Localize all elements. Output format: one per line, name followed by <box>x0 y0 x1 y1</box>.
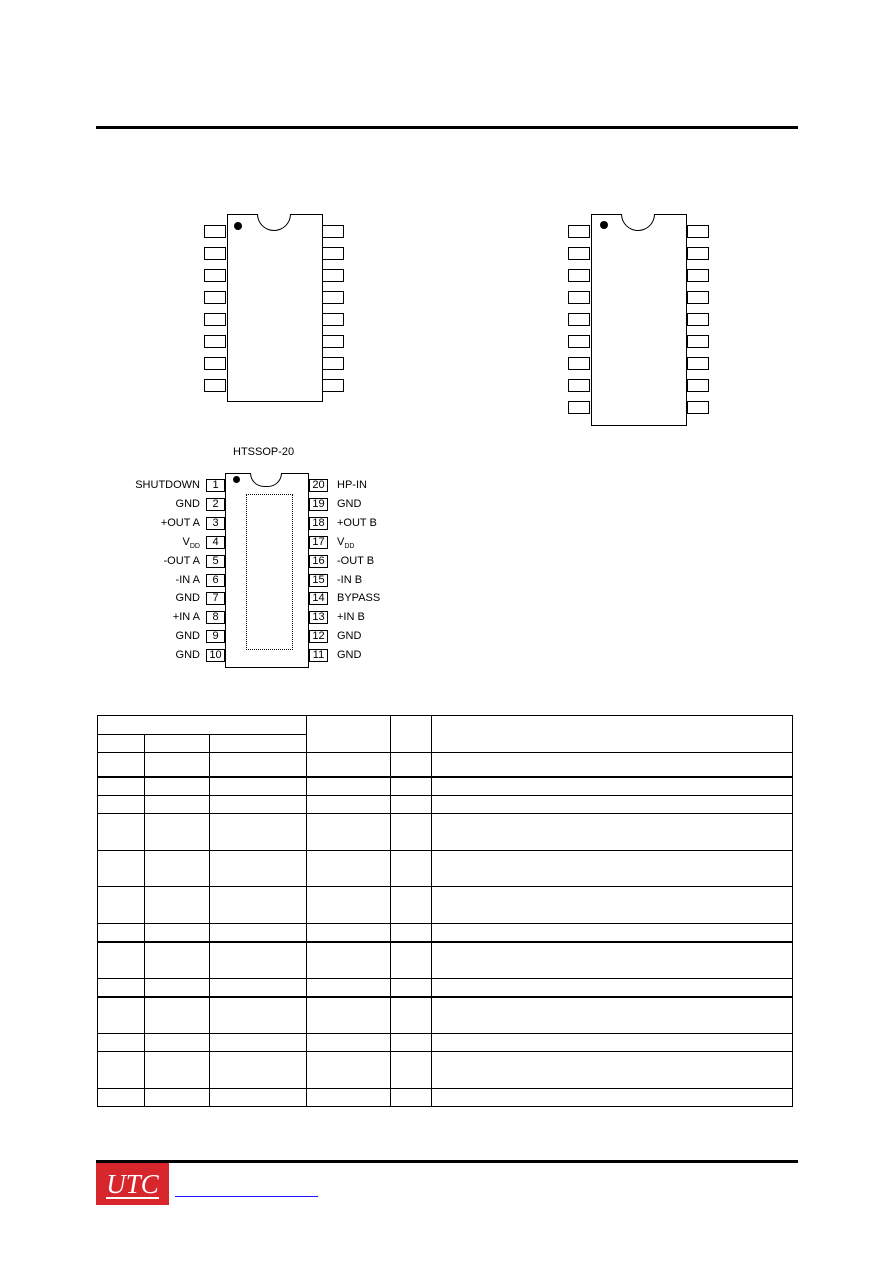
package-pin <box>204 357 226 370</box>
pin-label: BYPASS <box>337 592 381 604</box>
table-cell <box>145 814 210 851</box>
package-pin <box>204 379 226 392</box>
pin-number: 2 <box>206 498 225 511</box>
pin-label: -OUT A <box>163 555 200 567</box>
header-cell <box>432 716 793 753</box>
table-cell <box>145 924 210 942</box>
pin-label: $V_{DD}$ <box>337 536 355 551</box>
footer-rule <box>96 1160 798 1163</box>
table-cell <box>210 997 307 1034</box>
table-cell <box>391 753 432 777</box>
table-cell <box>98 1089 145 1107</box>
package-pin <box>568 357 590 370</box>
table-cell <box>210 1034 307 1052</box>
package-pin <box>322 357 344 370</box>
chip-body <box>591 214 687 426</box>
table-cell <box>210 777 307 796</box>
table-cell <box>98 887 145 924</box>
table-cell <box>98 851 145 887</box>
pin-number: 13 <box>309 611 328 624</box>
table-cell <box>391 1034 432 1052</box>
package-pin <box>568 247 590 260</box>
table-cell <box>210 851 307 887</box>
package-pin <box>322 225 344 238</box>
table-cell <box>210 814 307 851</box>
package-pin <box>687 225 709 238</box>
header-cell <box>210 735 307 753</box>
table-cell <box>210 924 307 942</box>
table-cell <box>98 1052 145 1089</box>
table-cell <box>145 1052 210 1089</box>
pin-label: GND <box>337 649 362 661</box>
table-cell <box>210 942 307 979</box>
table-cell <box>145 887 210 924</box>
package-name: HTSSOP-20 <box>233 446 295 458</box>
pin-number: 12 <box>309 630 328 643</box>
package-pin <box>568 225 590 238</box>
table-cell <box>210 796 307 814</box>
header-cell <box>98 735 145 753</box>
table-cell <box>210 753 307 777</box>
table-cell <box>391 851 432 887</box>
package-pin <box>568 291 590 304</box>
package-pin <box>687 379 709 392</box>
pin-label: GND <box>337 630 362 642</box>
table-cell <box>391 1089 432 1107</box>
package-pin <box>204 291 226 304</box>
pin-label: GND <box>175 498 200 510</box>
pin-label: +IN A <box>172 611 200 623</box>
table-cell <box>98 777 145 796</box>
package-pin <box>687 335 709 348</box>
table-cell <box>432 777 793 796</box>
pin-number: 10 <box>206 649 225 662</box>
table-cell <box>432 851 793 887</box>
package-pin <box>687 313 709 326</box>
table-cell <box>432 924 793 942</box>
header-cell <box>307 716 391 753</box>
pin-number: 11 <box>309 649 328 662</box>
pin1-marker <box>233 476 240 483</box>
package-pin <box>204 269 226 282</box>
table-cell <box>432 796 793 814</box>
package-pin <box>687 269 709 282</box>
header-cell <box>145 735 210 753</box>
table-cell <box>307 1089 391 1107</box>
chip-body <box>227 214 323 402</box>
table-cell <box>432 1052 793 1089</box>
table-cell <box>98 814 145 851</box>
pin-number: 4 <box>206 536 225 549</box>
table-cell <box>432 942 793 979</box>
pin-number: 8 <box>206 611 225 624</box>
package-pin <box>568 269 590 282</box>
thermal-pad <box>246 494 293 650</box>
pin-number: 5 <box>206 555 225 568</box>
website-link[interactable] <box>175 1196 318 1197</box>
table-cell <box>391 777 432 796</box>
table-cell <box>307 997 391 1034</box>
pin-number: 3 <box>206 517 225 530</box>
pin-label: GND <box>175 630 200 642</box>
pin-number: 17 <box>309 536 328 549</box>
package-pin <box>322 291 344 304</box>
pin-label: $V_{DD}$ <box>182 536 200 551</box>
pin-number: 1 <box>206 479 225 492</box>
pin-number: 20 <box>309 479 328 492</box>
package-pin <box>568 335 590 348</box>
pin-label: -IN B <box>337 574 363 586</box>
pin-label: -IN A <box>175 574 200 586</box>
table-cell <box>307 851 391 887</box>
header-cell <box>391 716 432 753</box>
table-cell <box>145 851 210 887</box>
table-cell <box>307 1052 391 1089</box>
package-pin <box>568 379 590 392</box>
table-cell <box>307 979 391 997</box>
table-cell <box>145 796 210 814</box>
package-pin <box>568 401 590 414</box>
table-cell <box>391 814 432 851</box>
package-pin <box>322 313 344 326</box>
package-pin <box>687 291 709 304</box>
pin-number: 18 <box>309 517 328 530</box>
pin-number: 9 <box>206 630 225 643</box>
table-cell <box>145 753 210 777</box>
table-cell <box>145 1034 210 1052</box>
table-cell <box>432 753 793 777</box>
pin-description-table <box>97 715 793 1107</box>
package-pin <box>204 335 226 348</box>
table-cell <box>307 753 391 777</box>
package-pin <box>322 335 344 348</box>
table-cell <box>391 979 432 997</box>
table-cell <box>145 997 210 1034</box>
pin-label: -OUT B <box>337 555 375 567</box>
table-cell <box>98 924 145 942</box>
table-cell <box>307 814 391 851</box>
table-cell <box>145 777 210 796</box>
pin-number: 14 <box>309 592 328 605</box>
package-pin <box>322 379 344 392</box>
table-cell <box>145 1089 210 1107</box>
table-cell <box>307 924 391 942</box>
table-cell <box>432 1089 793 1107</box>
package-pin <box>204 313 226 326</box>
table-cell <box>307 942 391 979</box>
table-cell <box>145 979 210 997</box>
pin-label: SHUTDOWN <box>135 479 200 491</box>
pin-number: 6 <box>206 574 225 587</box>
table-cell <box>432 997 793 1034</box>
package-pin <box>204 225 226 238</box>
pin-number: 16 <box>309 555 328 568</box>
table-cell <box>432 887 793 924</box>
table-cell <box>391 887 432 924</box>
pin-label: +OUT B <box>337 517 377 529</box>
header-rule <box>96 126 798 129</box>
table-cell <box>210 979 307 997</box>
pin-number: 19 <box>309 498 328 511</box>
table-cell <box>432 814 793 851</box>
package-pin <box>568 313 590 326</box>
pin-label: GND <box>337 498 362 510</box>
table-cell <box>432 979 793 997</box>
pin-number: 7 <box>206 592 225 605</box>
table-cell <box>391 924 432 942</box>
table-cell <box>210 887 307 924</box>
table-cell <box>307 1034 391 1052</box>
pin1-marker <box>234 222 242 230</box>
pin-label: GND <box>175 649 200 661</box>
pin-label: +IN B <box>337 611 365 623</box>
package-pin <box>204 247 226 260</box>
utc-logo: UTC <box>96 1163 169 1205</box>
table-cell <box>391 796 432 814</box>
package-pin <box>322 269 344 282</box>
pin1-marker <box>600 221 608 229</box>
table-cell <box>98 796 145 814</box>
package-pin <box>322 247 344 260</box>
pin-number: 15 <box>309 574 328 587</box>
table-cell <box>98 942 145 979</box>
pin-label: HP-IN <box>337 479 367 491</box>
table-cell <box>145 942 210 979</box>
table-cell <box>210 1089 307 1107</box>
table-cell <box>210 1052 307 1089</box>
table-cell <box>307 777 391 796</box>
pin-label: GND <box>175 592 200 604</box>
package-pin <box>687 357 709 370</box>
table-cell <box>98 979 145 997</box>
table-cell <box>432 1034 793 1052</box>
table-cell <box>391 1052 432 1089</box>
table-cell <box>307 887 391 924</box>
package-pin <box>687 247 709 260</box>
table-cell <box>98 997 145 1034</box>
table-cell <box>391 997 432 1034</box>
table-cell <box>391 942 432 979</box>
header-cell <box>98 716 307 735</box>
package-pin <box>687 401 709 414</box>
table-cell <box>307 796 391 814</box>
table-cell <box>98 1034 145 1052</box>
pin-label: +OUT A <box>160 517 200 529</box>
table-cell <box>98 753 145 777</box>
